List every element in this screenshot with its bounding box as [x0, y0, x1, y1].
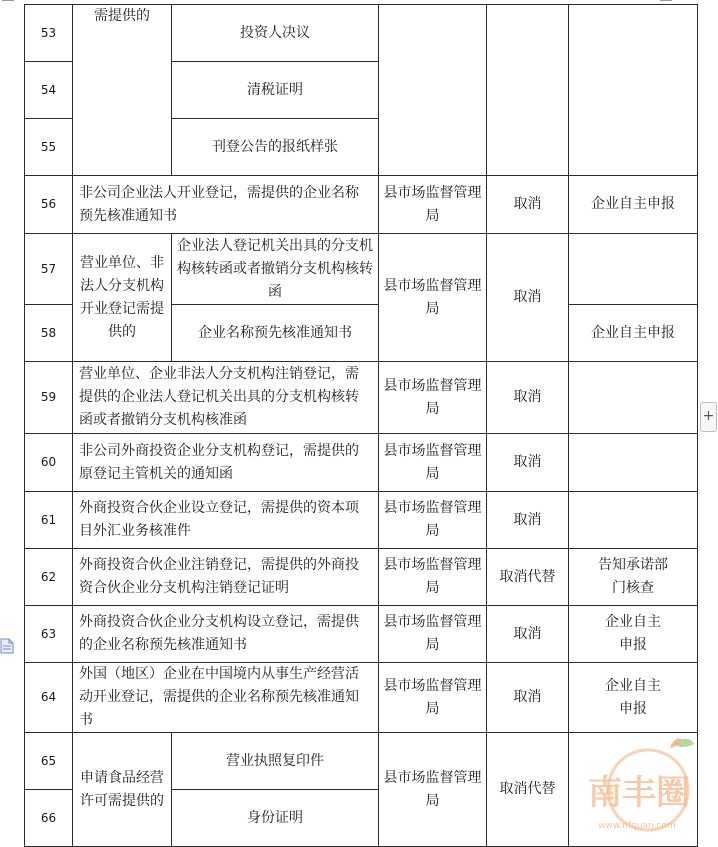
- row-number: 63: [25, 606, 73, 663]
- watermark-site-text: www.nfquan.com: [598, 821, 676, 831]
- watermark-brand-text: 南丰圈: [588, 773, 690, 813]
- item-cell: 刊登公告的报纸样张: [172, 119, 379, 176]
- item-cell: 外商投资合伙企业分支机构设立登记，需提供的企业名称预先核准通知书: [73, 606, 379, 663]
- action-cell: 取消代替: [487, 733, 569, 847]
- row-number: 59: [25, 362, 73, 434]
- dept-cell: [379, 5, 487, 176]
- item-cell: 投资人决议: [172, 5, 379, 62]
- item-cell: 外国（地区）企业在中国境内从事生产经营活动开业登记，需提供的企业名称预先核准通知书: [73, 663, 379, 733]
- table-row: [25, 549, 698, 606]
- item-cell: 非公司企业法人开业登记，需提供的企业名称预先核准通知书: [73, 176, 379, 234]
- table-row: [25, 492, 698, 549]
- row-number: 60: [25, 434, 73, 492]
- alt-method-cell: 告知承诺部门核查: [569, 549, 698, 606]
- action-cell: 取消: [487, 176, 569, 234]
- dept-cell: 县市场监督管理局: [379, 234, 487, 362]
- alt-method-cell: [569, 362, 698, 434]
- table-row: [25, 434, 698, 492]
- dept-cell: 县市场监督管理局: [379, 492, 487, 549]
- row-number: 55: [25, 119, 73, 176]
- document-icon[interactable]: [0, 638, 14, 654]
- item-cell: 企业名称预先核准通知书: [172, 305, 379, 362]
- row-number: 65: [25, 733, 73, 790]
- row-number: 53: [25, 5, 73, 62]
- item-cell: 营业执照复印件: [172, 733, 379, 790]
- page-corner-mark-left: [2, 0, 14, 4]
- dept-cell: 县市场监督管理局: [379, 362, 487, 434]
- table-row: [25, 234, 698, 305]
- action-cell: 取消: [487, 434, 569, 492]
- row-number: 62: [25, 549, 73, 606]
- alt-method-cell: 企业自主申报: [569, 176, 698, 234]
- row-number: 61: [25, 492, 73, 549]
- row-number: 56: [25, 176, 73, 234]
- item-cell: 非公司外商投资企业分支机构登记，需提供的原登记主管机关的通知函: [73, 434, 379, 492]
- expand-plus-button[interactable]: +: [700, 402, 717, 432]
- item-cell: 清税证明: [172, 62, 379, 119]
- row-number: 58: [25, 305, 73, 362]
- action-cell: 取消: [487, 606, 569, 663]
- action-cell: 取消: [487, 663, 569, 733]
- watermark-logo: [578, 730, 716, 834]
- alt-method-cell: [569, 434, 698, 492]
- alt-method-cell: 企业自主申报: [569, 606, 698, 663]
- table-row: [25, 663, 698, 733]
- row-number: 57: [25, 234, 73, 305]
- action-cell: [487, 5, 569, 176]
- row-number: 66: [25, 790, 73, 847]
- item-cell: 企业法人登记机关出具的分支机构核转函或者撤销分支机构核转函: [172, 234, 379, 305]
- item-cell: 营业单位、企业非法人分支机构注销登记，需提供的企业法人登记机关出具的分支机构核转函或者撤销分支机构核准函: [73, 362, 379, 434]
- dept-cell: 县市场监督管理局: [379, 733, 487, 847]
- row-number: 54: [25, 62, 73, 119]
- dept-cell: 县市场监督管理局: [379, 176, 487, 234]
- dept-cell: 县市场监督管理局: [379, 606, 487, 663]
- item-group-cell: 需提供的: [73, 5, 172, 176]
- action-cell: 取消: [487, 362, 569, 434]
- dept-cell: 县市场监督管理局: [379, 549, 487, 606]
- action-cell: 取消: [487, 234, 569, 362]
- action-cell: 取消: [487, 492, 569, 549]
- alt-method-cell: [569, 234, 698, 305]
- table-row: [25, 606, 698, 663]
- alt-method-cell: 企业自主申报: [569, 663, 698, 733]
- item-group-cell: 营业单位、非法人分支机构开业登记需提供的: [73, 234, 172, 362]
- table-row: [25, 176, 698, 234]
- action-cell: 取消代替: [487, 549, 569, 606]
- alt-method-cell: [569, 5, 698, 176]
- table-row: [25, 362, 698, 434]
- item-cell: 外商投资合伙企业设立登记，需提供的资本项目外汇业务核准件: [73, 492, 379, 549]
- reform-items-table: [24, 4, 698, 847]
- alt-method-cell: [569, 492, 698, 549]
- row-number: 64: [25, 663, 73, 733]
- item-cell: 身份证明: [172, 790, 379, 847]
- item-cell: 外商投资合伙企业注销登记，需提供的外商投资合伙企业分支机构注销登记证明: [73, 549, 379, 606]
- dept-cell: 县市场监督管理局: [379, 663, 487, 733]
- table-row: [25, 5, 698, 62]
- dept-cell: 县市场监督管理局: [379, 434, 487, 492]
- item-group-cell: 申请食品经营许可需提供的: [73, 733, 172, 847]
- alt-method-cell: 企业自主申报: [569, 305, 698, 362]
